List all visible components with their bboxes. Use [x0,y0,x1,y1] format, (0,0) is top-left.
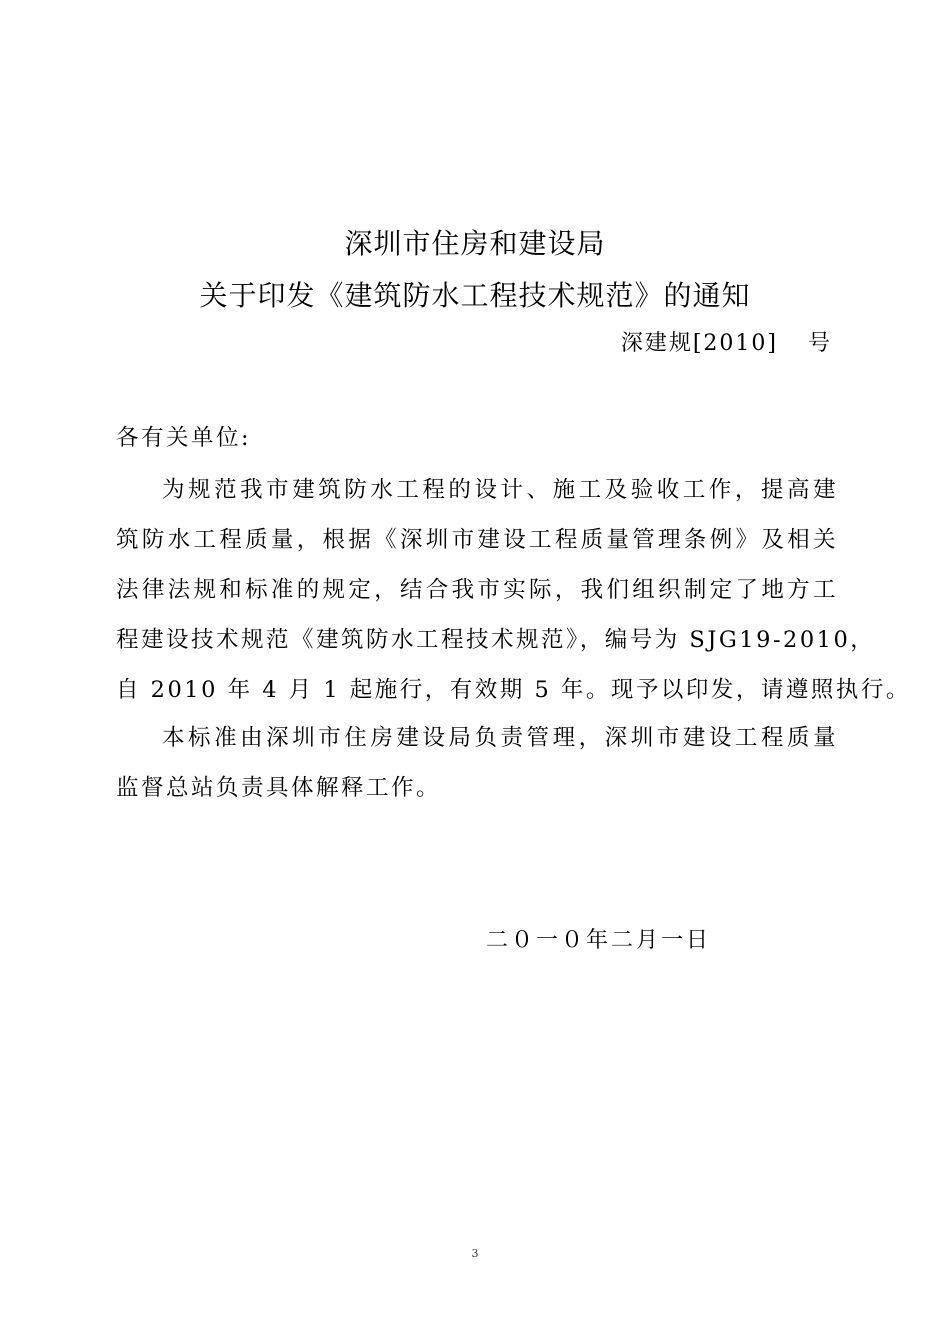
paragraph1-line: 为规范我市建筑防水工程的设计、施工及验收工作，提高建 [162,477,838,503]
page-number: 3 [471,1247,479,1260]
paragraph1-line: 筑防水工程质量，根据《深圳市建设工程质量管理条例》及相关 [116,527,838,553]
document-number-prefix: 深建规[2010] [620,331,778,356]
issuer-title: 深圳市住房和建设局 [344,227,606,260]
paragraph1-line: 自 2010 年 4 月 1 起施行，有效期 5 年。现予以印发，请遵照执行。 [116,677,911,703]
notice-title: 关于印发《建筑防水工程技术规范》的通知 [199,279,751,312]
paragraph2-line: 监督总站负责具体解释工作。 [116,775,442,801]
document-number [621,326,832,357]
paragraph1-line: 法律法规和标准的规定，结合我市实际，我们组织制定了地方工 [116,577,838,603]
issue-date: 二０一０年二月一日 [486,928,712,953]
paragraph2-line: 本标准由深圳市住房建设局负责管理，深圳市建设工程质量 [162,725,838,751]
salutation: 各有关单位: [116,425,252,451]
document-number-suffix: 号 [807,331,832,356]
paragraph1-line: 程建设技术规范《建筑防水工程技术规范》，编号为 SJG19-2010， [116,627,876,653]
